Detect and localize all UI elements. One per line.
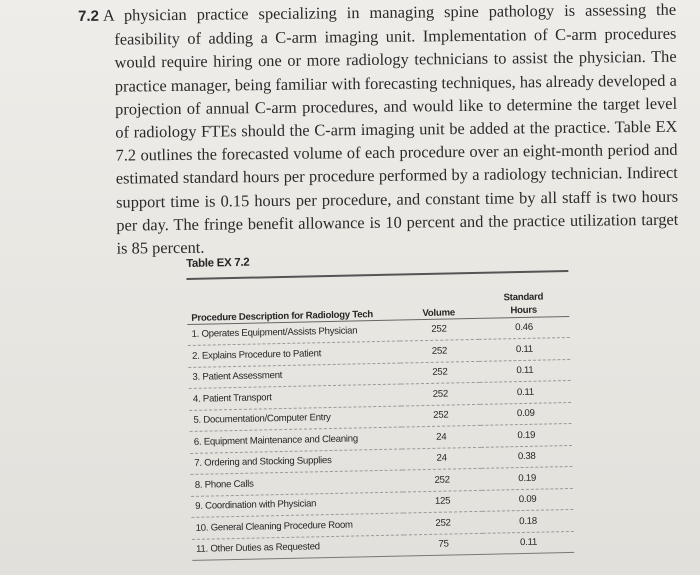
row-description: 6. Equipment Maintenance and Cleaning <box>193 433 359 448</box>
row-hours: 0.38 <box>517 450 536 463</box>
procedure-table <box>187 282 575 561</box>
row-volume: 24 <box>436 452 447 465</box>
table-title: Table EX 7.2 <box>186 256 250 270</box>
row-volume: 252 <box>432 366 448 379</box>
row-description: 1. Operates Equipment/Assists Physician <box>191 325 358 341</box>
row-hours: 0.46 <box>515 322 533 334</box>
header-standard-line2: Hours <box>510 304 538 316</box>
table-body <box>187 316 574 560</box>
problem-text: A physician practice specializing in managing spine pathology is assessing the feasibility of adding a C-arm imaging unit. Implementation of C-arm procedures would require hiring one or more radiology technicians to assist the physician. The practice manager, being familiar with forecasting techniques, has already developed a projection of annual C-arm procedures, and would like to determine the target level of radiology FTEs should the C-arm imaging unit be added at the practice. Table EX 7.2 outlines the forecasted volume of each procedure over an eight-month period and estimated standard hours per procedure performed by a radiology technician. Indirect support time is 0.15 hours per procedure, and constant time by all staff is two hours per day. The fringe benefit allowance is 10 percent and the practice utilization target is 85 percent. <box>102 0 679 258</box>
row-volume: 252 <box>435 517 451 529</box>
row-description: 11. Other Duties as Requested <box>195 541 320 556</box>
row-description: 8. Phone Calls <box>194 478 254 491</box>
header-description: Procedure Description for Radiology Tech <box>191 308 374 324</box>
row-volume: 252 <box>434 474 450 486</box>
row-volume: 252 <box>433 409 449 422</box>
row-hours: 0.19 <box>517 429 536 441</box>
row-description: 4. Patient Transport <box>192 391 272 405</box>
header-standard-hours <box>478 282 570 318</box>
header-volume: Volume <box>422 306 456 319</box>
row-hours: 0.19 <box>518 472 537 484</box>
row-description: 5. Documentation/Computer Entry <box>193 412 331 427</box>
row-hours: 0.09 <box>516 407 535 420</box>
header-standard-line1: Standard <box>503 291 544 303</box>
row-volume: 24 <box>436 431 447 443</box>
row-volume: 252 <box>431 345 448 357</box>
row-hours: 0.11 <box>515 343 534 355</box>
row-hours: 0.11 <box>516 365 534 377</box>
problem-number: 7.2 <box>78 7 100 25</box>
exercise-table <box>186 250 574 561</box>
row-description: 2. Explains Procedure to Patient <box>191 347 322 362</box>
row-volume: 252 <box>431 323 447 336</box>
row-hours: 0.09 <box>518 493 537 506</box>
problem-block <box>78 0 679 260</box>
row-description: 9. Coordination with Physician <box>195 498 317 513</box>
problem-paragraph <box>78 0 679 260</box>
row-volume: 125 <box>434 495 451 508</box>
row-hours: 0.11 <box>516 386 534 398</box>
row-description: 3. Patient Assessment <box>192 370 283 384</box>
row-volume: 75 <box>438 538 449 551</box>
row-hours: 0.11 <box>519 536 538 549</box>
row-description: 7. Ordering and Stocking Supplies <box>194 455 332 470</box>
row-description: 10. General Cleaning Procedure Room <box>195 519 353 534</box>
table-title-rule <box>186 270 568 280</box>
row-volume: 252 <box>432 388 449 400</box>
row-hours: 0.18 <box>519 515 538 527</box>
